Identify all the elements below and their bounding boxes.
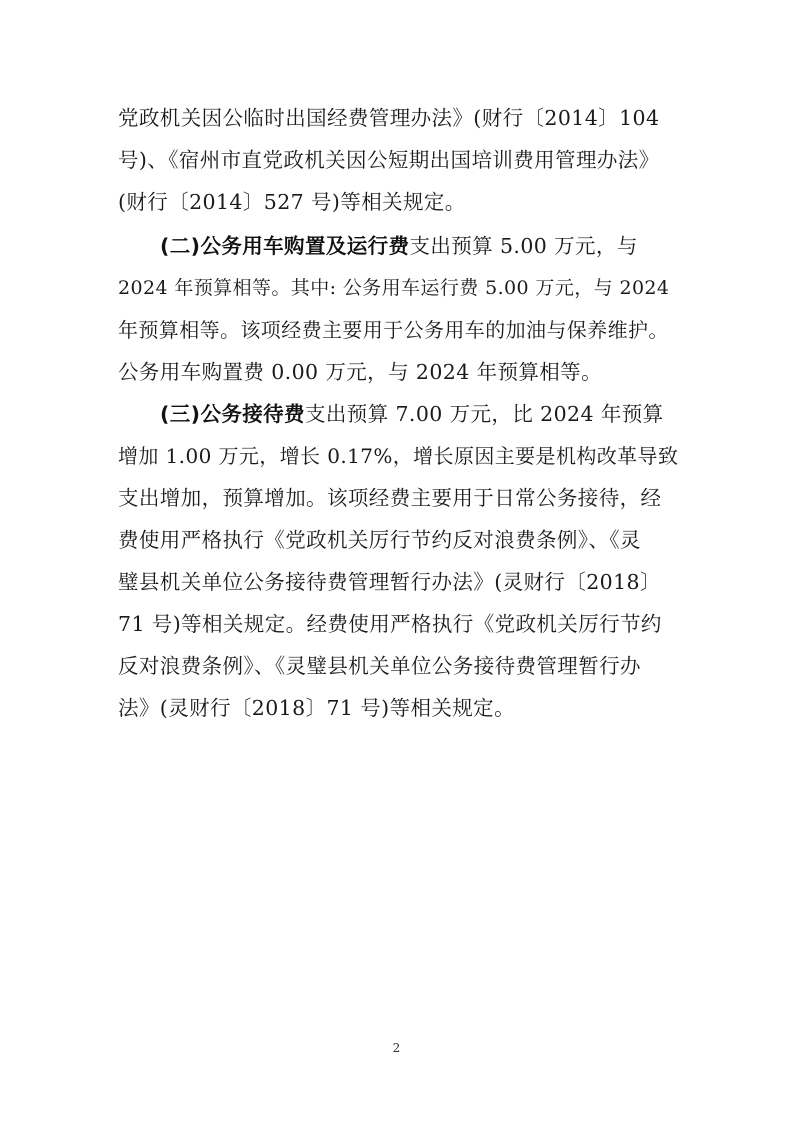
body-line: 反对浪费条例》、《灵璧县机关单位公务接待费管理暂行办 (118, 654, 641, 678)
body-line: 71 号)等相关规定。经费使用严格执行《党政机关厉行节约 (118, 612, 662, 636)
section-3-heading: (三)公务接待费 (160, 402, 305, 426)
body-line: (财行〔2014〕527 号)等相关规定。 (118, 190, 466, 214)
section-3-lead-text: 支出预算 7.00 万元，比 2024 年预算 (304, 402, 664, 426)
body-line: 2024 年预算相等。其中: 公务用车运行费 5.00 万元，与 2024 (118, 277, 670, 299)
body-line: 年预算相等。该项经费主要用于公务用车的加油与保养维护。 (118, 318, 669, 342)
body-line: 璧县机关单位公务接待费管理暂行办法》(灵财行〔2018〕 (118, 570, 661, 594)
body-line: 支出增加，预算增加。该项经费主要用于日常公务接待，经 (118, 486, 662, 510)
section-3-first-line (160, 400, 678, 428)
body-line: 号)、《宿州市直党政机关因公短期出国培训费用管理办法》 (118, 148, 660, 172)
body-line: 费使用严格执行《党政机关厉行节约反对浪费条例》、《灵 (118, 528, 641, 552)
page-number: 2 (392, 1041, 401, 1055)
section-2-lead-text: 支出预算 5.00 万元，与 (409, 234, 638, 258)
body-line: 增加 1.00 万元，增长 0.17%，增长原因主要是机构改革导致 (118, 444, 679, 468)
body-line: 法》(灵财行〔2018〕71 号)等相关规定。 (118, 696, 515, 720)
body-line: 公务用车购置费 0.00 万元，与 2024 年预算相等。 (118, 360, 602, 384)
section-2-heading: (二)公务用车购置及运行费 (160, 234, 410, 258)
body-line: 党政机关因公临时出国经费管理办法》(财行〔2014〕104 (118, 106, 660, 130)
section-2-first-line (160, 232, 678, 260)
